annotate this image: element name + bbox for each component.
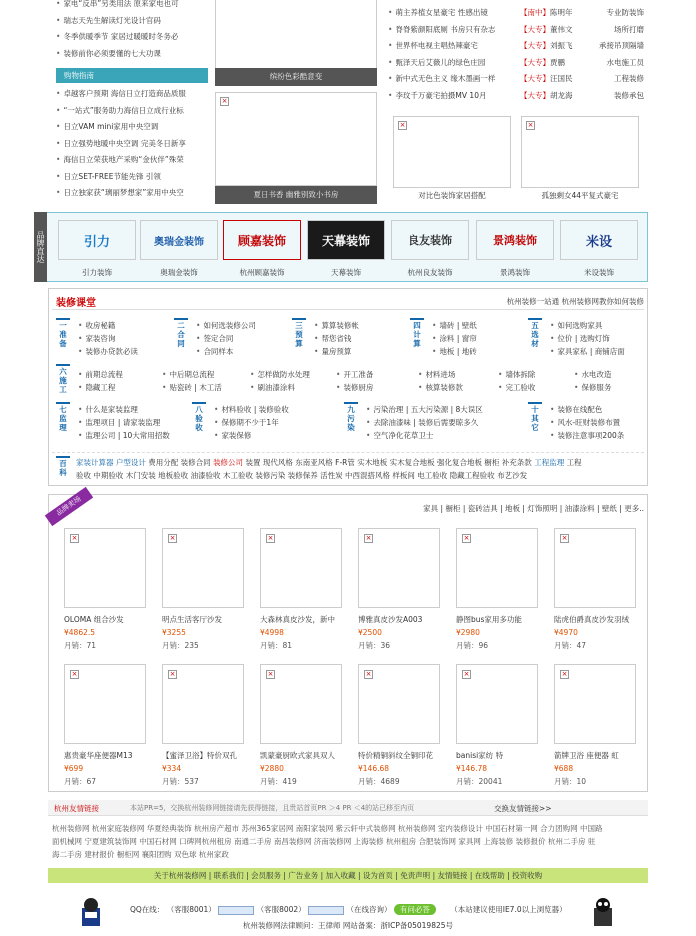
lesson-link[interactable]: • 墙体拆除 (498, 369, 535, 380)
footer-link[interactable]: 设为首页 (362, 871, 393, 880)
footer-nav: 关于杭州装修网 | 联系我们 | 会员服务 | 广告业务 | 加入收藏 | 设为首页 | 免责声明 | 友情链接 | 在线帮助 | 投资收购 (48, 868, 648, 883)
broken-image-icon: × (365, 670, 372, 678)
category-link[interactable]: 油漆涂料 (564, 504, 595, 513)
lesson-link[interactable]: • 装修注意事项200条 (550, 430, 624, 441)
category-link[interactable]: 更多.. (624, 504, 644, 513)
lesson-link[interactable]: • 保修服务 (574, 382, 611, 393)
right-news (388, 5, 518, 104)
product-card[interactable] (554, 664, 636, 787)
lesson-link[interactable]: • 监理公司 | 10大常用招数 (78, 430, 170, 441)
brand-logo: 引力 (58, 220, 136, 260)
footer-qq-line (130, 904, 567, 915)
product-card[interactable] (260, 528, 342, 651)
links-title: 杭州友情链接 (54, 804, 99, 813)
qq-online-icon[interactable] (308, 906, 344, 915)
product-image[interactable] (260, 528, 342, 608)
hotwords-line (76, 470, 646, 481)
lesson-link[interactable]: • 中后期总流程 (162, 369, 214, 380)
left-top-news (56, 0, 206, 62)
brand-name: 景鸿装饰 (500, 268, 530, 277)
product-sales: 月销：96 (456, 641, 489, 650)
lesson-header-right[interactable]: 杭州装修一站通 杭州装修网教你如何装修 (506, 297, 644, 306)
hotword[interactable]: 实木地板 (357, 458, 388, 467)
lesson-head[interactable]: 十其它 (528, 402, 542, 432)
product-card[interactable] (358, 664, 440, 787)
lesson-head[interactable]: 六施工 (56, 364, 70, 394)
right-news-link[interactable]: • 新中式无色主义 缘木墨画一样 (388, 71, 518, 88)
product-sales: 月销：71 (64, 641, 97, 650)
guide-link[interactable]: • “一站式”服务助力海信日立成行业标 (56, 103, 208, 120)
product-sales: 月销：419 (260, 777, 297, 786)
lesson-link[interactable]: • 如何选装修公司 (196, 320, 256, 331)
product-name[interactable]: 博雅真皮沙发A003 (358, 615, 423, 624)
links-list (52, 822, 648, 861)
lesson-head[interactable]: 三预算 (292, 318, 306, 348)
hotword[interactable]: 木工验收 (222, 471, 253, 480)
category-link[interactable]: 壁纸 (601, 504, 617, 513)
right-news-link[interactable]: • 脊脊紫颜阳底厕 书房只有杂志 (388, 22, 518, 39)
product-price: ¥3255 (162, 628, 186, 637)
lesson-link[interactable]: • 监理项目 | 请家装监理 (78, 417, 160, 428)
lesson-link[interactable]: • 装修办贷款必读 (78, 346, 138, 357)
lesson-link[interactable]: • 如何选购家具 (550, 320, 602, 331)
product-card[interactable] (162, 664, 244, 787)
product-name[interactable]: 大森林真皮沙发，新中 (260, 615, 335, 624)
right-caption-right[interactable]: 孤独剩女44平复式豪宅 (541, 191, 619, 200)
center-image-bottom[interactable] (215, 92, 377, 186)
company-row[interactable]: 【大专】汪国民 工程装修 (520, 74, 644, 83)
category-link[interactable]: 家具 (423, 504, 439, 513)
footer-link[interactable]: 友情链接 (437, 871, 468, 880)
hotword[interactable]: 油漆验收 (190, 471, 221, 480)
hotword[interactable]: 费用分配 (148, 458, 179, 467)
center-caption-top[interactable]: 缤纷色彩酷意变 (215, 68, 377, 86)
product-price: ¥146.68 (358, 764, 390, 773)
links-line[interactable]: 杭州装修网 杭州家庭装修网 华夏经典装饰 杭州房产超市 苏州365家居网 南阳家装网 紫云轩中式装修网 杭州装修网 室内装修设计 中国石材第一网 合力团购网 中国路 (52, 824, 603, 833)
hotword[interactable]: 装修公司 (213, 458, 244, 467)
lesson-head[interactable]: 五选材 (528, 318, 542, 348)
product-image[interactable] (554, 528, 636, 608)
product-sales: 月销：537 (162, 777, 199, 786)
links-exchange[interactable]: 交换友情链接>> (494, 804, 552, 813)
category-link[interactable]: 地板 (505, 504, 521, 513)
company-row[interactable]: 【大专】贾鹏 水电施工员 (520, 57, 644, 67)
guide-link[interactable]: • 卓越客户预期 海信日立打造商品质服 (56, 86, 208, 103)
company-list (520, 5, 644, 104)
product-name[interactable]: 特价精铜斜纹全铜印花 (358, 751, 433, 760)
product-image[interactable] (456, 528, 538, 608)
product-name[interactable]: 惠贵豪华座便器M13 (64, 751, 133, 760)
brand-item[interactable] (58, 220, 136, 278)
lesson-link[interactable]: • 合同样本 (196, 346, 233, 357)
product-card[interactable] (456, 664, 538, 787)
brand-logo: 良友装饰 (391, 220, 469, 260)
lesson-link[interactable]: • 什么是家装监理 (78, 404, 138, 415)
lesson-link[interactable]: • 前期总流程 (78, 369, 123, 380)
lesson-link[interactable]: • 材料验收 | 装修验收 (214, 404, 289, 415)
lesson-head[interactable]: 一准备 (56, 318, 70, 348)
lesson-link[interactable]: • 空气净化花草卫士 (366, 430, 433, 441)
footer-legal: 杭州装修网法律顾问：王律师 网站备案：浙ICP备05019825号 (242, 921, 454, 930)
brand-name: 天幕装饰 (331, 268, 361, 277)
hotword[interactable]: 现代风格 (262, 458, 293, 467)
product-price: ¥4862.5 (64, 628, 96, 637)
hotwords-line (76, 457, 646, 468)
company-row[interactable]: 【大专】董伟文 场所打磨 (520, 24, 644, 34)
brand-item[interactable] (476, 220, 554, 278)
product-card[interactable] (64, 664, 146, 787)
hotword[interactable]: 验收 (76, 471, 91, 480)
hotword[interactable]: 强化复合地板 (437, 458, 483, 467)
hotword[interactable]: 装修合同 (180, 458, 211, 467)
product-price: ¥4998 (260, 628, 284, 637)
product-card[interactable] (554, 528, 636, 651)
lesson-link[interactable]: • 材料进场 (418, 369, 455, 380)
product-sales: 月销：36 (358, 641, 391, 650)
product-price: ¥2880 (260, 764, 284, 773)
hotword[interactable]: 地板验收 (158, 471, 189, 480)
brand-name: 杭州顾嘉装饰 (239, 268, 285, 277)
lesson-link[interactable]: • 水电改造 (574, 369, 611, 380)
right-news-link[interactable]: • 甄泽天后艾薇儿的绿色庄园 (388, 55, 518, 72)
hotword[interactable]: F-R管 (335, 458, 355, 467)
company-row[interactable]: 【大专】刘振飞 承接吊顶隔墙 (520, 41, 644, 50)
brand-logo: 奥瑞金装饰 (140, 220, 218, 260)
hotword[interactable]: 电工验收 (417, 471, 448, 480)
brand-item[interactable] (140, 220, 218, 278)
brand-name: 引力装饰 (82, 268, 112, 277)
qq-label: QQ在线： (130, 905, 165, 914)
lesson-link[interactable]: • 收房秘籍 (78, 320, 115, 331)
product-name[interactable]: banisi家纺 特 (456, 751, 504, 760)
lesson-link[interactable]: • 刷油漆涂料 (250, 382, 295, 393)
product-name[interactable]: 陆虎伯爵真皮沙发羽绒 (554, 615, 629, 624)
lesson-divider (52, 309, 644, 310)
brand-item[interactable] (307, 220, 385, 278)
product-sales: 月销：10 (554, 777, 587, 786)
product-sales: 月销：235 (162, 641, 199, 650)
product-image[interactable] (358, 528, 440, 608)
lesson-link[interactable]: • 量房预算 (314, 346, 351, 357)
lesson-link[interactable]: • 保修期不少于1年 (214, 417, 279, 428)
product-category-nav: 家具 | 橱柜 | 瓷砖洁具 | 地板 | 灯饰照明 | 油漆涂料 | 壁纸 | 更多.. (423, 504, 644, 513)
lesson-head[interactable]: 四计算 (410, 318, 424, 348)
product-card[interactable] (456, 528, 538, 651)
product-image[interactable] (162, 528, 244, 608)
brand-item[interactable] (560, 220, 638, 278)
news-link[interactable]: • 瑞志天先生解读灯光设计官码 (56, 13, 206, 30)
company-row[interactable]: 【大专】胡龙海 装修承包 (520, 90, 644, 100)
product-image[interactable] (64, 664, 146, 744)
footer-link[interactable]: 广告业务 (288, 871, 319, 880)
lesson-link[interactable]: • 装修厨房 (336, 382, 373, 393)
center-image-top[interactable] (215, 0, 377, 68)
broken-image-icon: × (221, 97, 228, 105)
product-image[interactable] (64, 528, 146, 608)
brand-item[interactable] (391, 220, 469, 278)
product-image[interactable] (358, 664, 440, 744)
lesson-head[interactable]: 九污染 (344, 402, 358, 432)
news-link[interactable]: • 家电“反串”另类用法 原来家电也可 (56, 0, 206, 13)
news-link[interactable]: • 装修前你必须要懂的七大功课 (56, 46, 206, 63)
product-price: ¥146.78 (456, 764, 488, 773)
lesson-link[interactable]: • 签定合同 (196, 333, 233, 344)
product-image[interactable] (554, 664, 636, 744)
hotword[interactable]: 东南亚风格 (295, 458, 333, 467)
product-sales: 月销：81 (260, 641, 293, 650)
broken-image-icon: × (267, 670, 274, 678)
footer-link[interactable]: 在线帮助 (474, 871, 505, 880)
brand-logo: 顾嘉装饰 (223, 220, 301, 260)
category-link[interactable]: 灯饰照明 (527, 504, 558, 513)
guide-link[interactable]: • 海信日立荣获地产采购“金伙伴”殊荣 (56, 152, 208, 169)
product-badge: 品牌卖场 (45, 487, 93, 526)
product-price: ¥699 (64, 764, 84, 773)
lesson-link[interactable]: • 隐藏工程 (78, 382, 115, 393)
news-link[interactable]: • 冬季供暖季节 家居过暖暖时冬务必 (56, 29, 206, 46)
lesson-head[interactable]: 八验收 (192, 402, 206, 432)
product-price: ¥2980 (456, 628, 480, 637)
links-note: 本站PR=5，交换杭州装修网链接请先获得链接，且贵站首页PR ＞4 PR ＜4的站已移至内页 (130, 804, 415, 812)
hotword[interactable]: 中期验收 (93, 471, 124, 480)
brand-side-label: 品牌直达 (34, 212, 47, 282)
lesson-head[interactable]: 二合同 (174, 318, 188, 348)
right-news-link[interactable]: • 李玟千万豪宅拍摄MV 10月 (388, 88, 518, 105)
hotword[interactable]: 补充条款 (501, 458, 532, 467)
qq-online-icon[interactable] (218, 906, 254, 915)
hotword[interactable]: 样板间 (392, 471, 415, 480)
lesson-head[interactable]: 百科 (56, 456, 70, 477)
qq-service-3[interactable]: （在线咨询） (346, 905, 392, 914)
lesson-link[interactable]: • 完工验收 (498, 382, 535, 393)
product-sales: 月销：20041 (456, 777, 503, 786)
product-sales: 月销：47 (554, 641, 587, 650)
product-card[interactable] (358, 528, 440, 651)
product-card[interactable] (260, 664, 342, 787)
category-link[interactable]: 橱柜 (445, 504, 461, 513)
qq-service-2[interactable]: （客服8002） (256, 905, 306, 914)
product-card[interactable] (64, 528, 146, 651)
hotword[interactable]: 布艺沙发 (497, 471, 528, 480)
lesson-link[interactable]: • 开工准备 (336, 369, 373, 380)
hotword[interactable]: 木门安装 (125, 471, 156, 480)
qq-ask-badge[interactable]: 有问必答 (394, 904, 436, 915)
lesson-link[interactable]: • 涂料 | 窗帘 (432, 333, 477, 344)
lesson-link[interactable]: • 去除油漆味 | 装修后需要晾多久 (366, 417, 478, 428)
brand-name: 米设装饰 (584, 268, 614, 277)
product-price: ¥4970 (554, 628, 578, 637)
lesson-title: 装修课堂 (56, 298, 96, 309)
brand-name: 奥瑞金装饰 (160, 268, 198, 277)
broken-image-icon: × (463, 670, 470, 678)
broken-image-icon: × (561, 534, 568, 542)
product-price: ¥688 (554, 764, 574, 773)
shopping-guide-title: 购物指南 (56, 68, 208, 83)
hotword[interactable]: 工程 (566, 458, 582, 467)
links-line[interactable]: 海二手房 建材报价 橱柜网 襄阳团购 双色球 杭州家政 (52, 850, 229, 859)
center-caption-bottom[interactable]: 夏日书香 幽雅别致小书房 (215, 186, 377, 204)
brand-logo: 米设 (560, 220, 638, 260)
right-caption-left[interactable]: 对比色装饰家居搭配 (418, 191, 486, 200)
product-price: ¥2500 (358, 628, 382, 637)
product-name[interactable]: 【蜜泽卫浴】特价双孔 (162, 751, 237, 760)
lesson-link[interactable]: • 核算装修款 (418, 382, 463, 393)
lesson-link[interactable]: • 怎样做防水处理 (250, 369, 310, 380)
product-card[interactable] (162, 528, 244, 651)
lesson-link[interactable]: • 位价 | 选购灯饰 (550, 333, 610, 344)
broken-image-icon: × (267, 534, 274, 542)
lesson-link[interactable]: • 算算装修帐 (314, 320, 359, 331)
brand-logo: 景鸿装饰 (476, 220, 554, 260)
guide-link[interactable]: • 日立强势地暖中央空调 完美冬日新享 (56, 136, 208, 153)
lesson-head[interactable]: 七监理 (56, 402, 70, 432)
footer-link[interactable]: 联系我们 (213, 871, 244, 880)
product-image[interactable] (260, 664, 342, 744)
hotword[interactable]: 装修污染 (255, 471, 286, 480)
footer-link[interactable]: 投资收购 (512, 871, 543, 880)
brand-name: 杭州良友装饰 (407, 268, 453, 277)
footer-link[interactable]: 会员服务 (251, 871, 281, 880)
product-name[interactable]: 明点生活客厅沙发 (162, 615, 222, 624)
broken-image-icon: × (399, 121, 406, 129)
lesson-link[interactable]: • 地板 | 地砖 (432, 346, 477, 357)
lesson-link[interactable]: • 贴瓷砖 | 木工活 (162, 382, 222, 393)
lesson-link[interactable]: • 污染治理 | 五大污染源 | 8大误区 (366, 404, 483, 415)
hotword[interactable]: 工程监理 (534, 458, 565, 467)
right-image-left[interactable] (393, 116, 511, 188)
broken-image-icon: × (169, 670, 176, 678)
category-link[interactable]: 瓷砖洁具 (467, 504, 498, 513)
company-row[interactable]: 【南中】陈明年 专业防装饰 (520, 8, 644, 17)
broken-image-icon: × (71, 534, 78, 542)
guide-link[interactable]: • 日立VAM mini家用中央空调 (56, 119, 208, 136)
shopping-guide-list (56, 86, 208, 202)
product-name[interactable]: OLOMA 组合沙发 (64, 615, 124, 624)
guide-link[interactable]: • 日立独家获“璃丽梦想家”家用中央空 (56, 185, 208, 202)
hotword[interactable]: 实木复合地板 (389, 458, 435, 467)
product-sales: 月销：4689 (358, 777, 400, 786)
hotword[interactable]: 装修保养 (287, 471, 318, 480)
hotword[interactable]: 装置 (245, 458, 261, 467)
broken-image-icon: × (463, 534, 470, 542)
lesson-link[interactable]: • 装修在线配色 (550, 404, 602, 415)
broken-image-icon: × (527, 121, 534, 129)
footer-mascot-right-icon (588, 896, 618, 930)
footer-link[interactable]: 加入收藏 (325, 871, 356, 880)
product-image[interactable] (456, 664, 538, 744)
product-name[interactable]: 凯蒙豪厨欧式家具双人 (260, 751, 335, 760)
lesson-link[interactable]: • 家装咨询 (78, 333, 115, 344)
broken-image-icon: × (71, 670, 78, 678)
footer-link[interactable]: 免责声明 (400, 871, 431, 880)
lesson-link[interactable]: • 墙砖 | 壁纸 (432, 320, 477, 331)
hotword[interactable]: 隐藏工程验收 (449, 471, 495, 480)
broken-image-icon: × (365, 534, 372, 542)
qq-service-1[interactable]: （客服8001） (166, 905, 216, 914)
lesson-link[interactable]: • 帮您省钱 (314, 333, 351, 344)
broken-image-icon: × (169, 534, 176, 542)
product-name[interactable]: 箭牌卫浴 座便器 虹 (554, 751, 619, 760)
right-image-right[interactable] (521, 116, 639, 188)
brand-logo: 天幕装饰 (307, 220, 385, 260)
product-name[interactable]: 静图bus家用多功能 (456, 615, 522, 624)
product-image[interactable] (162, 664, 244, 744)
guide-link[interactable]: • 日立SET-FREE节能先锋 引领 (56, 169, 208, 186)
qq-browser-note: （本站建议使用IE7.0以上浏览器） (450, 905, 567, 914)
product-price: ¥334 (162, 764, 182, 773)
links-line[interactable]: 面机械网 宁夏建筑装饰网 中国石材网 口碑网杭州租房 南通二手房 南昌装修网 济南装修网 上海装修 杭州租房 合肥装饰网 家具网 上海装修 装修报价 杭州二手房 驻 (52, 837, 596, 846)
hotword[interactable]: 橱柜 (484, 458, 500, 467)
product-sales: 月销：67 (64, 777, 97, 786)
lesson-link[interactable]: • 家具家私 | 商铺店面 (550, 346, 625, 357)
brand-item[interactable] (223, 220, 301, 278)
hotword[interactable]: 家装计算器 (76, 458, 114, 467)
broken-image-icon: × (561, 670, 568, 678)
right-news-link[interactable]: • 世界杯电视主唱热辣豪宅 (388, 38, 518, 55)
lesson-link[interactable]: • 家装保修 (214, 430, 251, 441)
footer-link[interactable]: 关于杭州装修网 (153, 871, 207, 880)
hotword[interactable]: 中西混搭风格 (345, 471, 391, 480)
lesson-link[interactable]: • 风水-旺财装修布置 (550, 417, 620, 428)
hotword[interactable]: 户型设计 (115, 458, 146, 467)
right-news-link[interactable]: • 萌主养植女星豪宅 性感出镜 (388, 5, 518, 22)
hotword[interactable]: 活性炭 (320, 471, 343, 480)
